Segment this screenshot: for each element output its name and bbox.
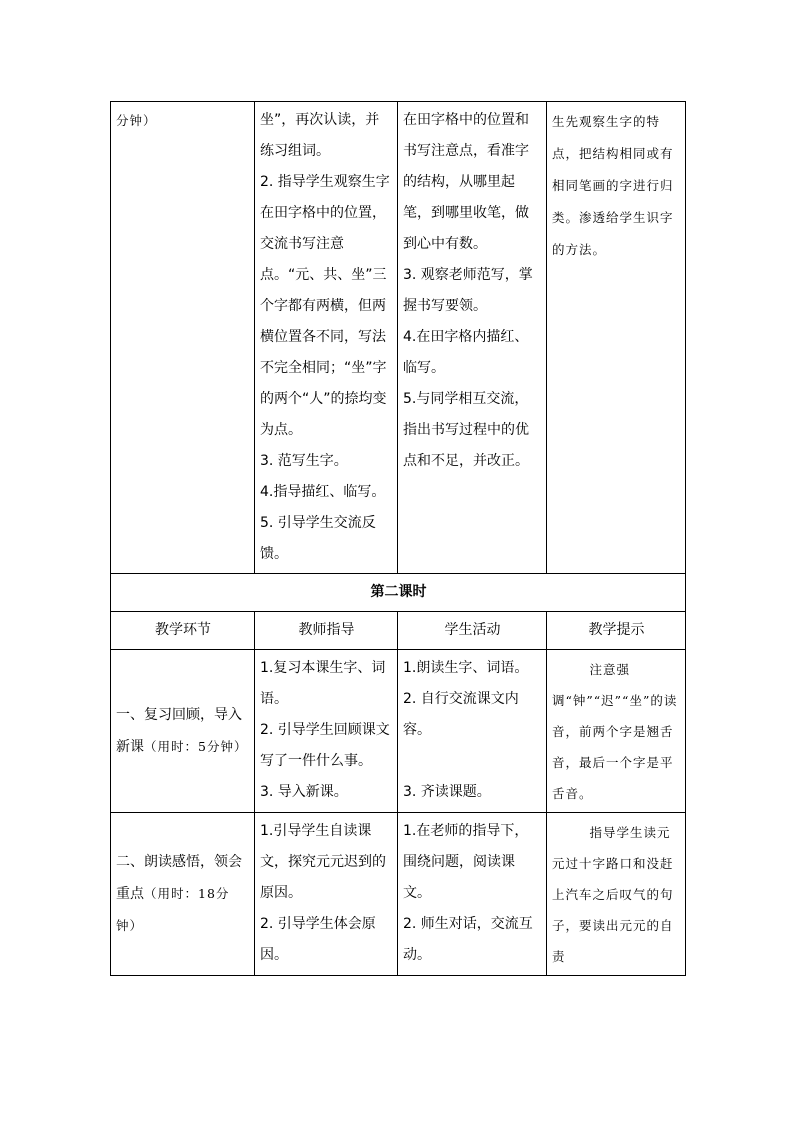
teacher-guidance-cell	[255, 813, 398, 976]
column-header: 教学提示	[547, 612, 686, 650]
stage-cell	[111, 650, 255, 813]
list-item: 3. 齐读课题。	[403, 784, 491, 800]
table-row	[111, 102, 686, 574]
time-note: 分钟）	[116, 113, 157, 128]
stage-label: 二、朗读感悟，领会重点	[116, 853, 242, 902]
column-header: 教师指导	[255, 612, 398, 650]
list-item: 坐”，再次认读，并练习组词。	[260, 112, 380, 159]
list-item: 1.引导学生自读课文，探究元元迟到的原因。	[260, 823, 386, 901]
list-item: 2. 指导学生观察生字在田字格中的位置，交流书写注意点。“元、共、坐”三个字都有两横，但两横位置各不同，写法不完全相同；“坐”字的两个“人”的捺均变为点。	[260, 174, 390, 438]
teaching-tip-text: 生先观察生字的特点，把结构相同或有相同笔画的字进行归类。渗透给学生识字的方法。	[552, 114, 674, 257]
stage-label: 一、复习回顾，导入新课	[116, 706, 242, 755]
teacher-guidance-cell	[255, 650, 398, 813]
section-row	[111, 574, 686, 612]
list-item: 2. 引导学生回顾课文写了一件什么事。	[260, 722, 390, 769]
list-item: 4.指导描红、临写。	[260, 484, 386, 500]
time-note: （用时：18分钟）	[116, 885, 230, 933]
list-item: 4.在田字格内描红、临写。	[403, 329, 529, 376]
list-item: 在田字格中的位置和书写注意点，看准字的结构，从哪里起笔，到哪里收笔，做到心中有数。	[403, 112, 529, 252]
section-title: 第二课时	[111, 574, 686, 612]
list-item: 2. 引导学生体会原因。	[260, 916, 376, 963]
list-item: 2. 自行交流课文内容。	[403, 691, 519, 738]
student-activity-cell	[398, 813, 547, 976]
list-item: 1.在老师的指导下，围绕问题，阅读课文。	[403, 823, 529, 901]
stage-cell	[111, 813, 255, 976]
teaching-tip-text: 注意强调“钟”“迟”“坐”的读音，前两个字是翘舌音，最后一个字是平舌音。	[552, 662, 678, 801]
student-activity-cell	[398, 102, 547, 574]
lesson-plan-table	[110, 101, 686, 976]
teaching-tip-cell	[547, 102, 686, 574]
time-note: （用时：5分钟）	[144, 738, 248, 754]
student-activity-cell	[398, 650, 547, 813]
teaching-tip-cell	[547, 813, 686, 976]
teaching-tip-text: 指导学生读元元过十字路口和没赶上汽车之后叹气的句子，要读出元元的自责	[552, 825, 674, 964]
list-item: 1.复习本课生字、词语。	[260, 660, 386, 707]
list-item: 3. 观察老师范写，掌握书写要领。	[403, 267, 533, 314]
list-item: 5.与同学相互交流，指出书写过程中的优点和不足，并改正。	[403, 391, 529, 469]
list-item: 3. 范写生字。	[260, 453, 348, 469]
column-header: 教学环节	[111, 612, 255, 650]
list-item: 2. 师生对话，交流互动。	[403, 916, 533, 963]
list-item: 1.朗读生字、词语。	[403, 660, 529, 676]
header-row	[111, 612, 686, 650]
spacer	[403, 746, 542, 777]
column-header: 学生活动	[398, 612, 547, 650]
table-row	[111, 813, 686, 976]
table-row	[111, 650, 686, 813]
list-item: 3. 导入新课。	[260, 784, 348, 800]
stage-cell	[111, 102, 255, 574]
teaching-tip-cell	[547, 650, 686, 813]
list-item: 5. 引导学生交流反馈。	[260, 515, 376, 562]
teacher-guidance-cell	[255, 102, 398, 574]
